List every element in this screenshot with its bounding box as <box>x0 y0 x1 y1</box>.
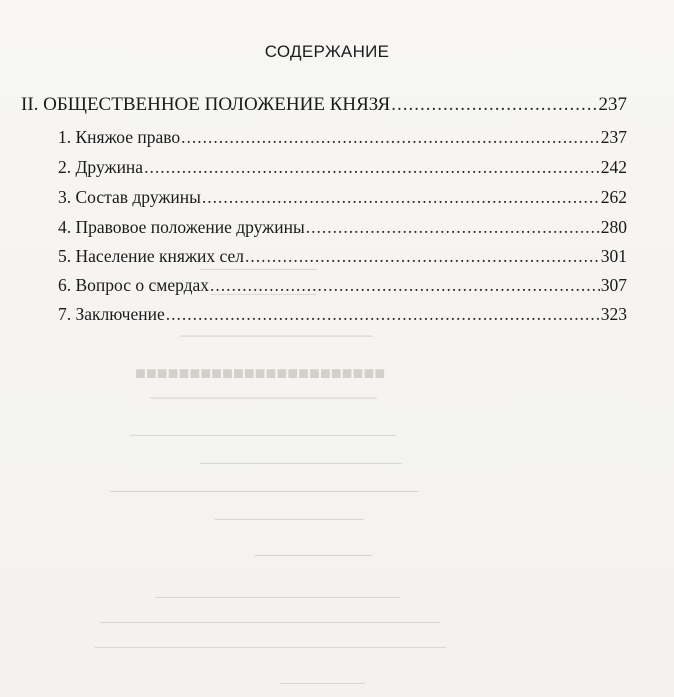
toc-item-row <box>58 217 627 238</box>
dot-leader <box>306 217 600 238</box>
toc-item-page: 301 <box>600 246 627 266</box>
toc-item-page: 323 <box>600 304 627 324</box>
toc-item-row <box>58 275 627 296</box>
dot-leader <box>166 304 600 325</box>
toc-item-row <box>58 127 627 148</box>
toc-item-title: 1. Княжое право <box>58 127 181 147</box>
toc-item-title: 4. Правовое положение дружины <box>58 217 305 237</box>
toc-item-page: 237 <box>600 127 627 147</box>
toc-item-row <box>58 157 627 178</box>
toc-item-page: 262 <box>600 187 627 207</box>
toc-item-row <box>58 304 627 325</box>
dot-leader <box>391 94 597 116</box>
dot-leader <box>181 127 600 148</box>
toc-item-row <box>58 187 627 208</box>
toc-section-page: 237 <box>598 94 627 115</box>
reverse-side-show-through: ─────────── ────────── ───────────────── ■■■■■■■■■■■■■■■■■■■■■■■ ──────────────────── ───────────────────────── ─────────────────── ───────────────────────────── ────────────── ─────────── ─────────────────────── ──────────────────────────────── ───────────────────────────────── ──────── <box>95 262 446 692</box>
dot-leader <box>202 187 600 208</box>
toc-item-title: 5. Население княжих сел <box>58 246 245 266</box>
toc-item-page: 242 <box>600 157 627 177</box>
toc-item-page: 307 <box>600 275 627 295</box>
dot-leader <box>144 157 600 178</box>
toc-item-title: 6. Вопрос о смердах <box>58 275 210 295</box>
toc-item-title: 3. Состав дружины <box>58 187 201 207</box>
dot-leader <box>210 275 600 296</box>
toc-section-row <box>21 94 627 116</box>
toc-item-page: 280 <box>600 217 627 237</box>
toc-item-title: 2. Дружина <box>58 157 144 177</box>
toc-item-title: 7. Заключение <box>58 304 165 324</box>
page-title: СОДЕРЖАНИЕ <box>264 42 390 61</box>
toc-section-title: II. ОБЩЕСТВЕННОЕ ПОЛОЖЕНИЕ КНЯЗЯ <box>21 94 391 115</box>
dot-leader <box>245 246 600 267</box>
toc-item-row <box>58 246 627 267</box>
